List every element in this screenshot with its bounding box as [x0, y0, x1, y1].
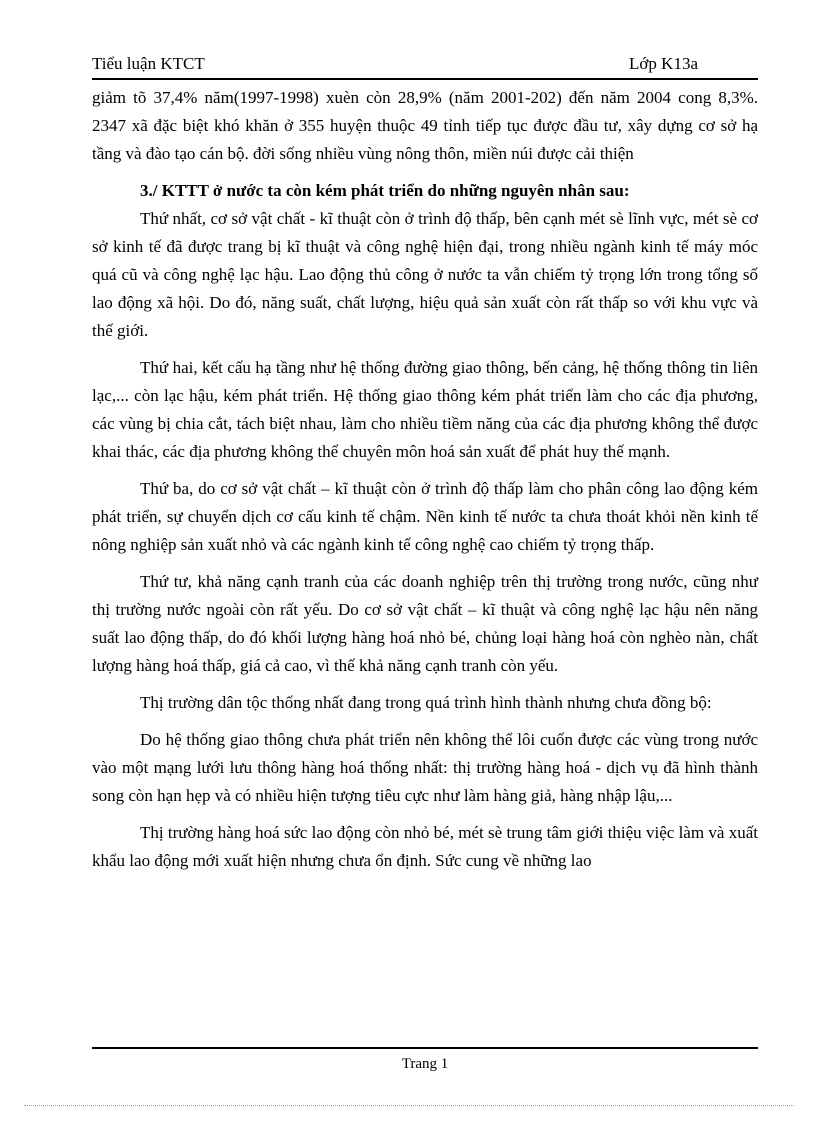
paragraph-6: Do hệ thống giao thông chưa phát triển nên không thể lôi cuốn được các vùng trong nước vào một mạng lưới lưu thông hàng hoá thống nhất: thị trường hàng hoá - dịch vụ đã hình thành song còn hạn hẹp và có nhiều hiện tượng tiêu cực như làm hàng giả, hàng nhập lậu,... — [92, 730, 758, 805]
header-title: Tiểu luận KTCT — [92, 54, 205, 73]
paragraph-1: Thứ nhất, cơ sở vật chất - kĩ thuật còn ở trình độ thấp, bên cạnh mét sè lĩnh vực, mét sè cơ sở kinh tế đã được trang bị kĩ thuật và công nghệ hiện đại, trong nhiều ngành kinh tế máy móc quá cũ và công nghệ lạc hậu. Lao động thủ công ở nước ta vẫn chiếm tỷ trọng lớn trong tổng số lao động xã hội. Do đó, năng suất, chất lượng, hiệu quả sản xuất còn rất thấp so với khu vực và thế giới. — [92, 209, 758, 340]
page-footer — [92, 1047, 758, 1073]
paragraph-4: Thứ tư, khả năng cạnh tranh của các doanh nghiệp trên thị trường trong nước, cũng như thị trường nước ngoài còn rất yếu. Do cơ sở vật chất – kĩ thuật và công nghệ lạc hậu nên năng suất lao động thấp, do đó khối lượng hàng hoá nhỏ bé, chủng loại hàng hoá còn nghèo nàn, chất lượng hàng hoá thấp, giá cả cao, vì thế khả năng cạnh tranh còn yếu. — [92, 572, 758, 675]
paragraph-2: Thứ hai, kết cấu hạ tầng như hệ thống đường giao thông, bến cảng, hệ thống thông tin liên lạc,... còn lạc hậu, kém phát triển. Hệ thống giao thông kém phát triển làm cho các địa phương, các vùng bị chia cắt, tách biệt nhau, làm cho nhiều tiềm năng của các địa phương không thể được khai thác, các địa phương không thể chuyên môn hoá sản xuất để phát huy thế mạnh. — [92, 358, 758, 461]
page-break-divider — [24, 1105, 794, 1106]
section-heading: 3./ KTTT ở nước ta còn kém phát triển do những nguyên nhân sau: — [140, 181, 630, 200]
paragraph-5: Thị trường dân tộc thống nhất đang trong quá trình hình thành nhưng chưa đồng bộ: — [140, 693, 712, 712]
intro-paragraph: giảm tõ 37,4% năm(1997-1998) xuèn còn 28,9% (năm 2001-202) đến năm 2004 cong 8,3%. 2347 xã đặc biệt khó khăn ở 355 huyện thuộc 49 tỉnh tiếp tục được đầu tư, xây dựng cơ sở hạ tầng và đào tạo cán bộ. đời sống nhiều vùng nông thôn, miền núi được cải thiện — [92, 88, 758, 163]
document-body — [92, 84, 758, 875]
paragraph-7: Thị trường hàng hoá sức lao động còn nhỏ bé, mét sè trung tâm giới thiệu việc làm và xuất khẩu lao động mới xuất hiện nhưng chưa ổn định. Sức cung về những lao — [92, 823, 758, 870]
paragraph-3: Thứ ba, do cơ sở vật chất – kĩ thuật còn ở trình độ thấp làm cho phân công lao động kém phát triển, sự chuyển dịch cơ cấu kinh tế chậm. Nền kinh tế nước ta chưa thoát khỏi nền kinh tế nông nghiệp sản xuất nhỏ và các ngành kinh tế công nghệ cao chiếm tỷ trọng thấp. — [92, 479, 758, 554]
page-header — [92, 52, 758, 80]
page-number: Trang 1 — [401, 1056, 449, 1072]
header-class: Lớp K13a — [629, 54, 698, 73]
